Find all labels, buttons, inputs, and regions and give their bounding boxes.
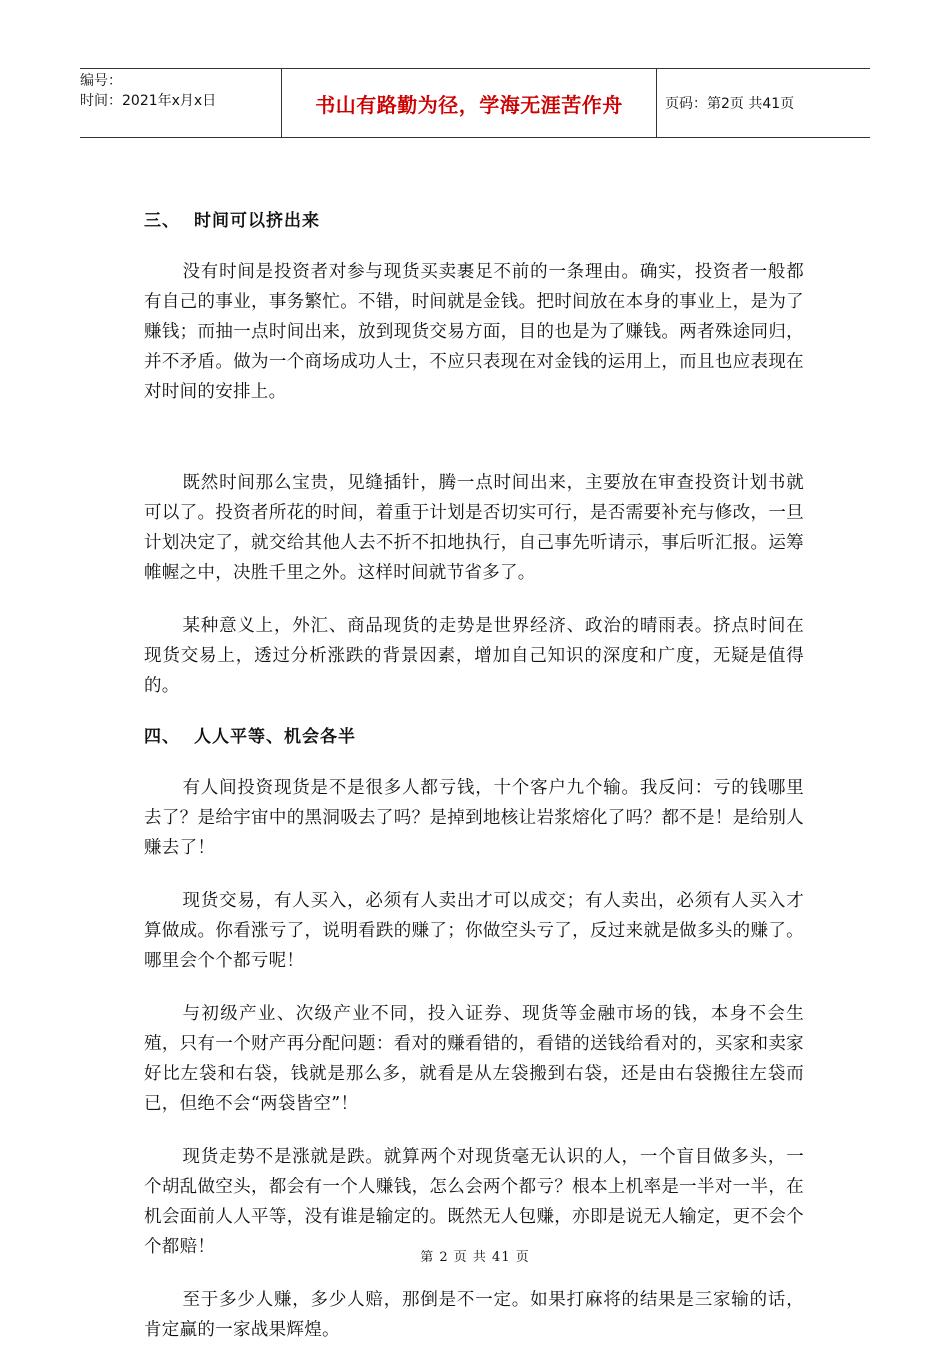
- paragraph: 与初级产业、次级产业不同，投入证券、现货等金融市场的钱，本身不会生殖，只有一个财产再分配问题：看对的赚看错的，看错的送钱给看对的，买家和卖家好比左袋和右袋，钱就是那么多，就看是从左袋搬到右袋，还是由右袋搬往左袋而已，但绝不会“两袋皆空”！: [144, 1004, 804, 1114]
- time-label: 时间：2021年x月x日: [80, 93, 217, 109]
- header-meta: [80, 69, 282, 137]
- motto-text: 书山有路勤为径，学海无涯苦作舟: [315, 92, 623, 117]
- section-number: 四、: [144, 727, 180, 747]
- number-label: 编号：: [80, 73, 122, 89]
- footer-page-number: 第 2 页 共 41 页: [420, 1250, 530, 1265]
- document-body: [144, 206, 804, 1345]
- section-heading-3: [144, 206, 804, 236]
- paragraph: 至于多少人赚，多少人赔，那倒是不一定。如果打麻将的结果是三家输的话，肯定赢的一家战果辉煌。: [144, 1290, 804, 1340]
- paragraph: 现货交易，有人买入，必须有人卖出才可以成交；有人卖出，必须有人买入才算做成。你看涨亏了，说明看跌的赚了；你做空头亏了，反过来就是做多头的赚了。哪里会个个都亏呢！: [144, 891, 804, 971]
- paragraph: 现货走势不是涨就是跌。就算两个对现货毫无认识的人，一个盲目做多头，一个胡乱做空头，都会有一个人赚钱，怎么会两个都亏？根本上机率是一半对一半，在机会面前人人平等，没有谁是输定的。既然无人包赚，亦即是说无人输定，更不会个个都赔！: [144, 1147, 804, 1257]
- paragraph: 某种意义上，外汇、商品现货的走势是世界经济、政治的晴雨表。挤点时间在现货交易上，透过分析涨跌的背景因素，增加自己知识的深度和广度，无疑是值得的。: [144, 616, 804, 696]
- header-motto-cell: [282, 69, 657, 137]
- section-number: 三、: [144, 211, 180, 231]
- page-header: [80, 68, 870, 138]
- section-title: 时间可以挤出来: [194, 211, 320, 231]
- paragraph: 既然时间那么宝贵，见缝插针，腾一点时间出来，主要放在审查投资计划书就可以了。投资者所花的时间，着重于计划是否切实可行，是否需要补充与修改，一旦计划决定了，就交给其他人去不折不扣地执行，自己事先听请示，事后听汇报。运筹帷幄之中，决胜千里之外。这样时间就节省多了。: [144, 473, 804, 583]
- section-heading-4: [144, 722, 804, 752]
- page-info-text: 页码：第2页 共41页: [665, 96, 795, 112]
- section-title: 人人平等、机会各半: [194, 727, 356, 747]
- paragraph: 有人间投资现货是不是很多人都亏钱，十个客户九个输。我反问：亏的钱哪里去了？是给宇宙中的黑洞吸去了吗？是掉到地核让岩浆熔化了吗？都不是！是给别人赚去了！: [144, 778, 804, 858]
- page-footer: [0, 1246, 950, 1265]
- header-page-info: [657, 69, 870, 137]
- paragraph: 没有时间是投资者对参与现货买卖裹足不前的一条理由。确实，投资者一般都有自己的事业，事务繁忙。不错，时间就是金钱。把时间放在本身的事业上，是为了赚钱；而抽一点时间出来，放到现货交易方面，目的也是为了赚钱。两者殊途同归，并不矛盾。做为一个商场成功人士，不应只表现在对金钱的运用上，而且也应表现在对时间的安排上。: [144, 262, 804, 402]
